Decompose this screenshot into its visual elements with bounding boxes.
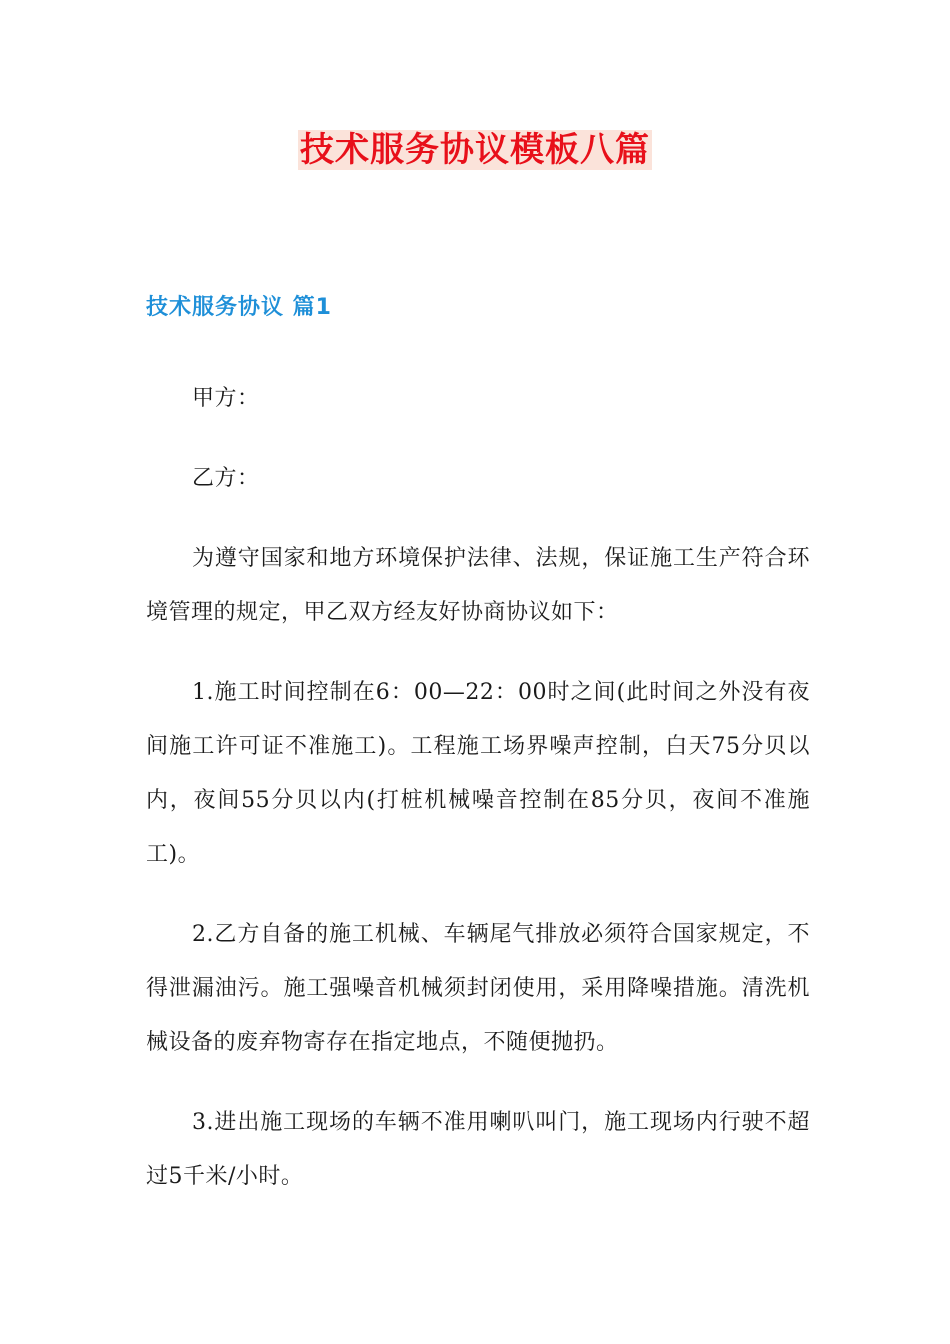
paragraph-clause-3: 3.进出施工现场的车辆不准用喇叭叫门，施工现场内行驶不超过5千米/小时。 — [146, 1110, 810, 1189]
section-heading: 技术服务协议 篇1 — [146, 295, 332, 320]
document-body — [146, 372, 810, 1230]
document-title-text: 技术服务协议模板八篇 — [300, 130, 650, 170]
paragraph-clause-1: 1.施工时间控制在6：00—22：00时之间(此时间之外没有夜间施工许可证不准施工)。工程施工场界噪声控制，白天75分贝以内，夜间55分贝以内(打桩机械噪音控制在85分贝，夜间不准施工)。 — [146, 680, 810, 867]
paragraph-party-a: 甲方： — [192, 386, 260, 411]
document-title — [0, 126, 950, 174]
paragraph-clause-2: 2.乙方自备的施工机械、车辆尾气排放必须符合国家规定，不得泄漏油污。施工强噪音机械须封闭使用，采用降噪措施。清洗机械设备的废弃物寄存在指定地点，不随便抛扔。 — [146, 922, 810, 1055]
paragraph-preamble: 为遵守国家和地方环境保护法律、法规，保证施工生产符合环境管理的规定，甲乙双方经友好协商协议如下： — [146, 546, 810, 625]
paragraph-party-b: 乙方： — [192, 466, 260, 491]
